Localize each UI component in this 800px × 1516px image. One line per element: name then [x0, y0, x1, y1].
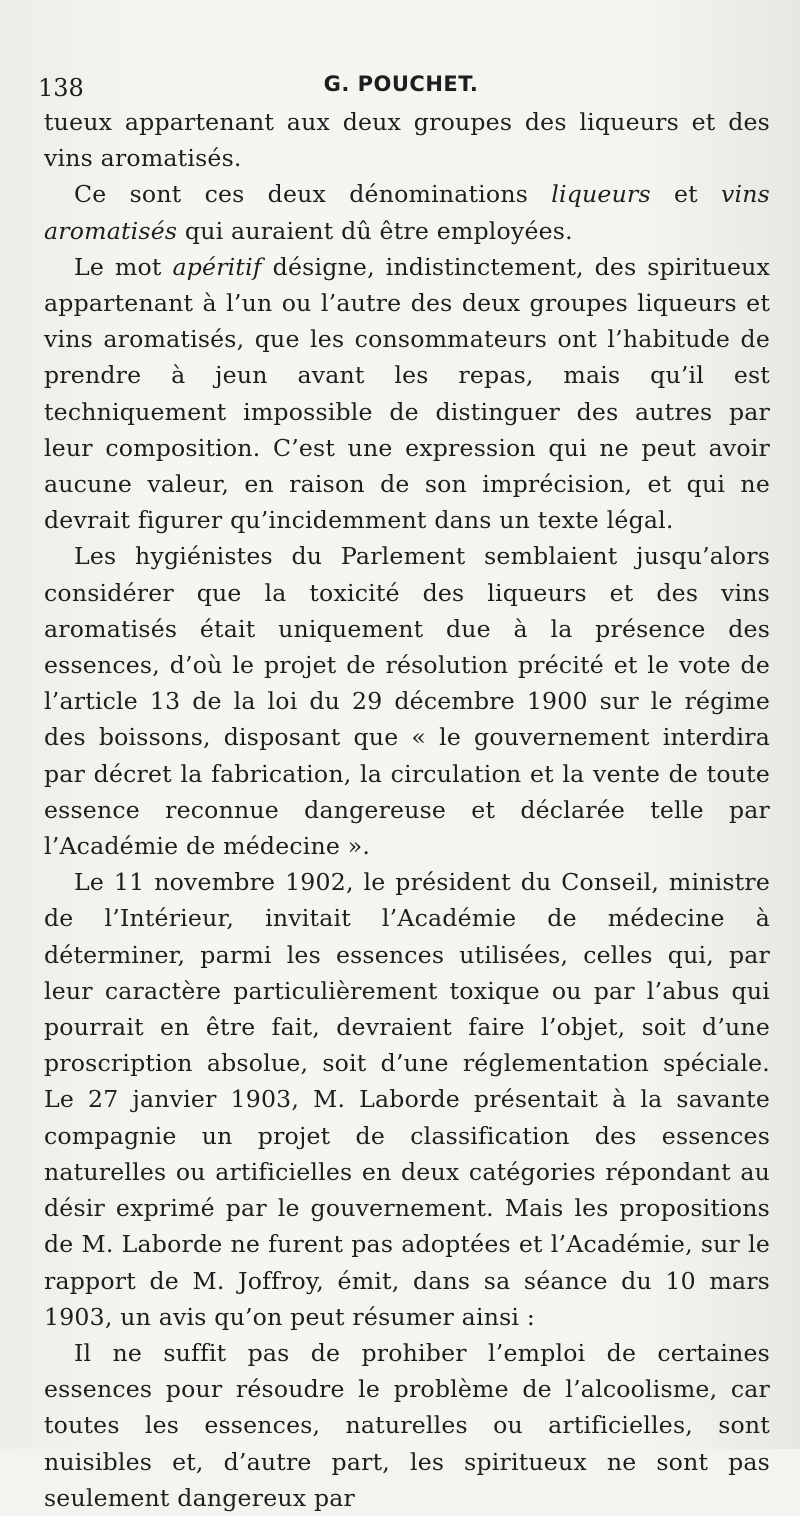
running-head: G. POUCHET.	[323, 72, 479, 96]
text-run: désigne, indistinctement, des spiritueux appartenant à l’un ou l’autre des deux groupes liqueurs et vins aromatisés, que les consommateurs ont l’habitude de prendre à jeun avant les repas, mais qu’il est techniquement impossible de distinguer des autres par leur composition. C’est une expression qui ne peut avoir aucune valeur, en raison de son imprécision, et qui ne devrait figurer qu’incidemment dans un texte légal.	[44, 252, 771, 535]
paragraph-continuation	[44, 104, 770, 176]
text-run: tueux appartenant aux deux groupes des liqueurs et des vins aromatisés.	[44, 108, 770, 173]
text-run: Le 11 novembre 1902, le président du Conseil, ministre de l’Intérieur, invitait l’Académie de médecine à déterminer, parmi les essences utilisées, celles qui, par leur caractère particulièrement toxique ou par l’abus qui pourrait en être fait, devraient faire l’objet, soit d’une proscription absolue, soit d’une réglementation spéciale. Le 27 janvier 1903, M. Laborde présentait à la savante compagnie un projet de classification des essences naturelles ou artificielles en deux catégories répondant au désir exprimé par le gouvernement. Mais les propositions de M. Laborde ne furent pas adoptées et l’Académie, sur le rapport de M. Joffroy, émit, dans sa séance du 10 mars 1903, un avis qu’on peut résumer ainsi :	[44, 868, 770, 1331]
paragraph	[44, 249, 770, 539]
text-run: Ce sont ces deux dénominations	[74, 180, 552, 209]
body-text	[44, 104, 770, 1516]
italic-term: vins aromatisés	[44, 180, 770, 245]
page-number: 138	[38, 74, 84, 102]
text-run: Les hygiénistes du Parlement semblaient jusqu’alors considérer que la toxicité des liqueurs et des vins aromatisés était uniquement due à la présence des essences, d’où le projet de résolution précité et le vote de l’article 13 de la loi du 29 décembre 1900 sur le régime des boissons, disposant que « le gouvernement interdira par décret la fabrication, la circulation et la vente de toute essence reconnue dangereuse et déclarée telle par l’Académie de médecine ».	[44, 542, 770, 861]
paragraph	[44, 176, 770, 248]
text-run: et	[650, 180, 722, 209]
text-run: Le mot	[74, 252, 173, 281]
page-header	[38, 70, 764, 104]
paragraph	[44, 864, 770, 1335]
text-run: Il ne suffit pas de prohiber l’emploi de certaines essences pour résoudre le problème de l’alcoolisme, car toutes les essences, naturelles ou artificielles, sont nuisibles et, d’autre part, les spiritueux ne sont pas seulement dangereux par	[44, 1338, 770, 1512]
italic-term: apéritif	[172, 252, 262, 281]
italic-term: liqueurs	[551, 180, 651, 209]
paragraph	[44, 538, 770, 864]
text-run: qui auraient dû être employées.	[177, 216, 573, 245]
paragraph	[44, 1335, 770, 1516]
